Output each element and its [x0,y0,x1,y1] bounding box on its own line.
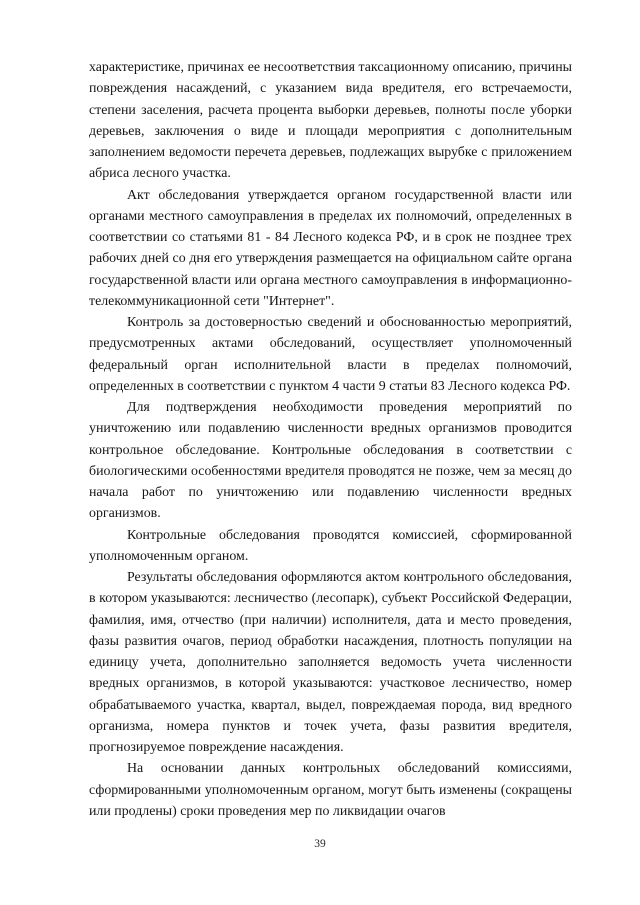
paragraph-act-approval: Акт обследования утверждается органом государственной власти или органами местного самоуправления в пределах их полномочий, определенных в соответствии со статьями 81 - 84 Лесного кодекса РФ, и в срок не позднее трех рабочих дней со дня его утверждения размещается на официальном сайте органа государственной власти или органа местного самоуправления в информационно-телекоммуникационной сети "Интернет". [89,187,572,309]
paragraph-deadline-change: На основании данных контрольных обследований комиссиями, сформированными уполномоченным органом, могут быть изменены (сокращены или продлены) сроки проведения мер по ликвидации очагов [89,761,572,819]
document-body [89,57,572,822]
paragraph-control: Контроль за достоверностью сведений и обоснованностью мероприятий, предусмотренных актами обследований, осуществляет уполномоченный федеральный орган исполнительной власти в пределах полномочий, определенных в соответствии с пунктом 4 части 9 статьи 83 Лесного кодекса РФ. [89,315,572,394]
paragraph-control-inspection: Для подтверждения необходимости проведения мероприятий по уничтожению или подавлению численности вредных организмов проводится контрольное обследование. Контрольные обследования в соответствии с биологическими особенностями вредителя проводятся не позже, чем за месяц до начала работ по уничтожению или подавлению численности вредных организмов. [89,400,572,522]
page-number: 39 [314,838,326,850]
paragraph-continuation: характеристике, причинах ее несоответствия таксационному описанию, причины повреждения насаждений, с указанием вида вредителя, его встречаемости, степени заселения, расчета процента выборки деревьев, полноты после уборки деревьев, заключения о виде и площади мероприятия с дополнительным заполнением ведомости перечета деревьев, подлежащих вырубке с приложением абриса лесного участка. [89,60,572,182]
paragraph-inspection-results: Результаты обследования оформляются актом контрольного обследования, в котором указываются: лесничество (лесопарк), субъект Российской Федерации, фамилия, имя, отчество (при наличии) исполнителя, дата и место проведения, фазы развития очагов, период обработки насаждения, плотность популяции на единицу учета, дополнительно заполняется ведомость учета численности вредных организмов, в которой указываются: участковое лесничество, номер обрабатываемого участка, квартал, выдел, повреждаемая порода, вид вредного организма, номера пунктов и точек учета, фазы развития вредителя, прогнозируемое повреждение насаждения. [89,570,572,755]
paragraph-commission: Контрольные обследования проводятся комиссией, сформированной уполномоченным органом. [89,527,572,564]
